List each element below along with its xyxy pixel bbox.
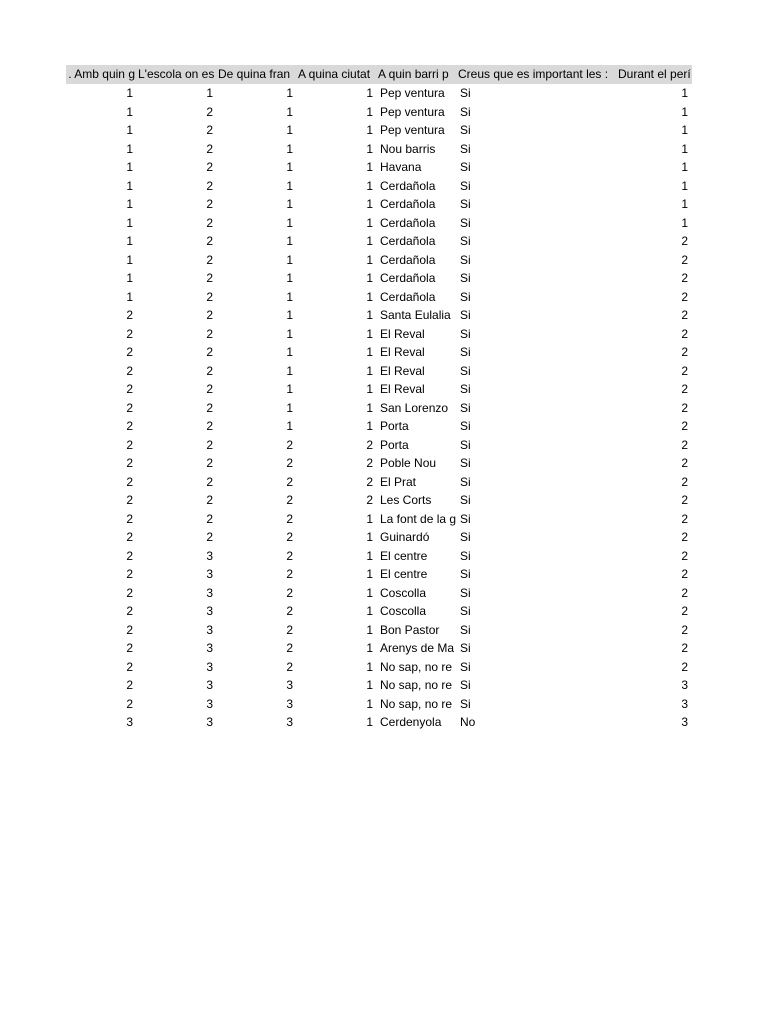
table-cell[interactable]: 1 [366,715,373,729]
table-cell[interactable]: 2 [206,456,213,470]
table-cell[interactable]: Si [460,197,471,211]
table-cell[interactable]: 1 [286,160,293,174]
table-row [66,510,692,529]
table-cell[interactable]: 2 [366,474,373,489]
table-cell[interactable]: 2 [681,252,688,267]
table-row [66,380,692,399]
table-cell[interactable]: 2 [286,641,293,655]
table-cell[interactable]: Si [460,437,471,452]
table-cell[interactable]: 2 [126,567,133,581]
table-cell[interactable]: 1 [366,641,373,655]
table-cell[interactable]: 2 [126,604,133,618]
table-cell[interactable]: Arenys de Ma [380,641,455,655]
table-cell[interactable]: 1 [286,289,293,304]
table-cell[interactable]: Si [460,567,471,581]
table-cell[interactable]: 1 [126,271,133,285]
table-cell[interactable]: 2 [681,493,688,507]
table-cell[interactable]: 1 [366,419,373,433]
table-row [66,251,692,270]
table-row [66,602,692,621]
table-row [66,214,692,233]
table-cell[interactable]: 2 [206,289,213,304]
table-cell[interactable]: 2 [286,548,293,563]
table-cell[interactable]: 2 [681,234,688,248]
table-row [66,158,692,177]
table-cell[interactable]: 2 [681,326,688,341]
table-cell[interactable]: Coscolla [380,585,427,600]
table-cell[interactable]: 1 [366,160,373,174]
table-cell[interactable]: 2 [206,178,213,193]
table-cell[interactable]: 1 [681,215,688,230]
table-cell[interactable]: Si [460,548,471,563]
table-cell[interactable]: Si [460,308,471,322]
column-header-6[interactable]: Creus que es important les : [458,67,609,81]
table-cell[interactable]: 2 [286,456,293,470]
table-row [66,528,692,547]
table-cell[interactable]: 3 [206,715,213,729]
table-row [66,103,692,122]
table-cell[interactable]: 2 [206,400,213,415]
table-cell[interactable]: 2 [206,308,213,322]
table-cell[interactable]: 2 [206,197,213,211]
table-cell[interactable]: El centre [380,548,428,563]
table-cell[interactable]: 2 [126,622,133,637]
table-cell[interactable]: 1 [366,104,373,119]
table-cell[interactable]: 1 [681,123,688,137]
table-cell[interactable]: 1 [366,215,373,230]
table-cell[interactable]: 2 [126,493,133,507]
table-row [66,491,692,510]
table-row [66,288,692,307]
table-cell[interactable]: 1 [366,289,373,304]
table-cell[interactable]: Coscolla [380,604,427,618]
table-cell[interactable]: 1 [681,160,688,174]
table-cell[interactable]: 2 [126,678,133,692]
column-header-3[interactable]: De quina fran [218,67,291,81]
table-cell[interactable]: 1 [366,548,373,563]
table-row [66,269,692,288]
table-cell[interactable]: 2 [126,641,133,655]
table-cell[interactable]: 1 [286,382,293,396]
table-cell[interactable]: 1 [366,678,373,692]
table-cell[interactable]: 2 [681,585,688,600]
table-cell[interactable]: 1 [366,252,373,267]
table-cell[interactable]: 2 [126,511,133,526]
table-cell[interactable]: 2 [126,326,133,341]
table-cell[interactable]: 1 [366,326,373,341]
table-cell[interactable]: Porta [380,437,409,452]
table-cell[interactable]: 1 [286,178,293,193]
table-cell[interactable]: 3 [206,604,213,618]
table-cell[interactable]: 1 [366,530,373,544]
table-cell[interactable]: Si [460,271,471,285]
table-cell[interactable]: 2 [681,474,688,489]
table-cell[interactable]: 1 [366,604,373,618]
table-cell[interactable]: Porta [380,419,409,433]
table-cell[interactable]: San Lorenzo [380,400,449,415]
table-cell[interactable]: 2 [366,493,373,507]
table-cell[interactable]: 2 [286,567,293,581]
table-cell[interactable]: 1 [366,585,373,600]
table-cell[interactable]: 1 [126,197,133,211]
header-row [66,65,692,84]
table-cell[interactable]: Si [460,382,471,396]
table-cell[interactable]: 1 [366,696,373,711]
table-cell[interactable]: 2 [126,659,133,674]
table-cell[interactable]: 1 [366,178,373,193]
table-row [66,417,692,436]
column-header-4[interactable]: A quina ciutat [298,67,371,81]
table-cell[interactable]: 1 [126,86,133,100]
table-cell[interactable]: 2 [681,289,688,304]
table-cell[interactable]: Cerdañola [380,178,436,193]
table-cell[interactable]: 1 [286,252,293,267]
table-cell[interactable]: 3 [206,678,213,692]
table-cell[interactable]: 2 [206,326,213,341]
table-cell[interactable]: 2 [206,271,213,285]
table-cell[interactable]: 2 [681,419,688,433]
table-cell[interactable]: 2 [286,604,293,618]
table-cell[interactable]: 2 [681,604,688,618]
table-row [66,325,692,344]
table-cell[interactable]: Poble Nou [380,456,437,470]
table-cell[interactable]: 2 [286,437,293,452]
table-cell[interactable]: 2 [206,474,213,489]
table-cell[interactable]: Si [460,696,471,711]
table-cell[interactable]: Si [460,141,471,156]
table-cell[interactable]: 2 [206,104,213,119]
table-cell[interactable]: Cerdañola [380,197,436,211]
table-cell[interactable]: 2 [286,659,293,674]
table-cell[interactable]: Si [460,326,471,341]
table-cell[interactable]: 1 [286,215,293,230]
table-row [66,399,692,418]
table-cell[interactable]: 1 [286,345,293,359]
table-cell[interactable]: Si [460,160,471,174]
table-cell[interactable]: Cerdañola [380,271,436,285]
table-cell[interactable]: Si [460,123,471,137]
table-cell[interactable]: 2 [206,419,213,433]
table-cell[interactable]: 1 [286,104,293,119]
table-row [66,121,692,140]
table-cell[interactable]: 1 [286,308,293,322]
table-cell[interactable]: El Reval [380,363,425,378]
table-cell[interactable]: 2 [206,123,213,137]
table-cell[interactable]: 1 [366,123,373,137]
table-cell[interactable]: 1 [366,308,373,322]
table-cell[interactable]: 2 [206,234,213,248]
table-cell[interactable]: 1 [286,123,293,137]
table-cell[interactable]: 2 [126,456,133,470]
table-cell[interactable]: 2 [286,622,293,637]
table-cell[interactable]: Cerdañola [380,215,436,230]
table-cell[interactable]: Si [460,252,471,267]
table-cell[interactable]: 2 [681,456,688,470]
table-cell[interactable]: El Reval [380,326,425,341]
table-row [66,621,692,640]
table-cell[interactable]: Cerdañola [380,252,436,267]
table-cell[interactable]: Si [460,641,471,655]
column-header-5[interactable]: A quin barri p [378,67,449,81]
table-cell[interactable]: Si [460,456,471,470]
table-cell[interactable]: 2 [126,382,133,396]
table-cell[interactable]: 2 [126,400,133,415]
table-cell[interactable]: 1 [286,400,293,415]
table-cell[interactable]: Si [460,493,471,507]
table-cell[interactable]: 2 [126,363,133,378]
table-cell[interactable]: 1 [681,197,688,211]
table-cell[interactable]: 2 [206,363,213,378]
table-cell[interactable]: El centre [380,567,428,581]
table-cell[interactable]: 2 [286,585,293,600]
table-cell[interactable]: 1 [681,178,688,193]
table-cell[interactable]: 1 [366,345,373,359]
table-cell[interactable]: 2 [126,585,133,600]
table-cell[interactable]: Cerdenyola [380,715,442,729]
table-row [66,84,692,103]
table-row [66,177,692,196]
table-cell[interactable]: Si [460,86,471,100]
table-cell[interactable]: Nou barris [380,141,436,156]
table-cell[interactable]: Si [460,622,471,637]
table-cell[interactable]: Si [460,419,471,433]
table-cell[interactable]: 2 [681,548,688,563]
table-cell[interactable]: 1 [286,234,293,248]
table-row [66,547,692,566]
table-row [66,343,692,362]
table-cell[interactable]: Cerdañola [380,234,436,248]
table-cell[interactable]: Si [460,604,471,618]
table-cell[interactable]: No sap, no re [380,696,453,711]
table-cell[interactable]: 1 [366,271,373,285]
table-cell[interactable]: 2 [126,419,133,433]
table-cell[interactable]: Si [460,345,471,359]
table-cell[interactable]: 1 [126,123,133,137]
table-cell[interactable]: 3 [681,696,688,711]
table-cell[interactable]: No sap, no re [380,659,453,674]
table-cell[interactable]: 1 [206,86,213,100]
table-cell[interactable]: 2 [681,530,688,544]
table-cell[interactable]: 1 [681,86,688,100]
column-header-1[interactable]: . Amb quin g [68,67,135,81]
table-cell[interactable]: 2 [286,493,293,507]
table-row [66,676,692,695]
table-cell[interactable]: Si [460,678,471,692]
table-cell[interactable]: 2 [126,548,133,563]
table-cell[interactable]: 2 [206,160,213,174]
table-cell[interactable]: 1 [366,567,373,581]
table-cell[interactable]: Bon Pastor [380,622,440,637]
table-cell[interactable]: 1 [366,234,373,248]
table-cell[interactable]: 2 [681,437,688,452]
table-cell[interactable]: 3 [286,715,293,729]
table-row [66,639,692,658]
table-cell[interactable]: 1 [366,197,373,211]
table-cell[interactable]: 1 [286,86,293,100]
table-cell[interactable]: Si [460,178,471,193]
table-cell[interactable]: 1 [366,400,373,415]
table-cell[interactable]: 2 [206,382,213,396]
table-cell[interactable]: 1 [366,141,373,156]
table-cell[interactable]: Guinardó [380,530,430,544]
table-row [66,695,692,714]
table-cell[interactable]: 1 [366,659,373,674]
table-cell[interactable]: Si [460,474,471,489]
table-cell[interactable]: 2 [206,511,213,526]
table-cell[interactable]: No sap, no re [380,678,453,692]
table-cell[interactable]: 2 [286,474,293,489]
table-row [66,584,692,603]
table-row [66,362,692,381]
table-cell[interactable]: 3 [206,641,213,655]
table-row [66,565,692,584]
table-cell[interactable]: Si [460,234,471,248]
table-cell[interactable]: 3 [206,567,213,581]
table-cell[interactable]: La font de la g [380,511,457,526]
table-cell[interactable]: 3 [206,622,213,637]
table-body [66,84,692,732]
table-cell[interactable]: 1 [286,419,293,433]
table-cell[interactable]: 3 [681,715,688,729]
table-cell[interactable]: Si [460,659,471,674]
table-cell[interactable]: 3 [206,696,213,711]
table-row [66,454,692,473]
table-cell[interactable]: 2 [366,456,373,470]
table-row [66,140,692,159]
table-row [66,436,692,455]
table-cell[interactable]: 2 [681,511,688,526]
table-cell[interactable]: Les Corts [380,493,432,507]
table-cell[interactable]: 1 [286,141,293,156]
table-cell[interactable]: 2 [126,696,133,711]
table-cell[interactable]: 2 [366,437,373,452]
table-cell[interactable]: 2 [206,215,213,230]
table-cell[interactable]: El Reval [380,382,425,396]
table-cell[interactable]: 2 [126,308,133,322]
spreadsheet [66,65,692,732]
table-cell[interactable]: 3 [206,585,213,600]
table-cell[interactable]: 2 [206,345,213,359]
table-cell[interactable]: 2 [286,530,293,544]
table-row [66,713,692,732]
table-cell[interactable]: 1 [126,252,133,267]
table-cell[interactable]: 1 [286,326,293,341]
table-cell[interactable]: 1 [126,234,133,248]
table-cell[interactable]: 2 [681,382,688,396]
table-row [66,306,692,325]
table-cell[interactable]: 2 [681,641,688,655]
table-cell[interactable]: Si [460,530,471,544]
table-cell[interactable]: 2 [681,363,688,378]
table-cell[interactable]: Si [460,289,471,304]
table-cell[interactable]: 2 [126,345,133,359]
table-cell[interactable]: 2 [681,308,688,322]
table-cell[interactable]: 2 [681,659,688,674]
table-cell[interactable]: 1 [126,104,133,119]
table-cell[interactable]: Si [460,363,471,378]
table-cell[interactable]: 1 [366,86,373,100]
table-cell[interactable]: 2 [206,493,213,507]
table-cell[interactable]: 2 [126,474,133,489]
table-cell[interactable]: 1 [126,178,133,193]
table-cell[interactable]: 3 [286,678,293,692]
table-cell[interactable]: 3 [206,548,213,563]
table-cell[interactable]: Cerdañola [380,289,436,304]
table-cell[interactable]: 3 [681,678,688,692]
table-cell[interactable]: Si [460,400,471,415]
table-cell[interactable]: 2 [206,530,213,544]
table-cell[interactable]: Si [460,215,471,230]
table-cell[interactable]: 2 [206,437,213,452]
table-row [66,232,692,251]
table-cell[interactable]: Si [460,104,471,119]
table-cell[interactable]: Santa Eulalia [380,308,451,322]
column-header-2[interactable]: L'escola on es [138,67,215,81]
table-cell[interactable]: 2 [206,252,213,267]
table-row [66,473,692,492]
table-cell[interactable]: 2 [681,567,688,581]
table-cell[interactable]: 1 [681,104,688,119]
table-cell[interactable]: 1 [126,289,133,304]
table-cell[interactable]: Pep ventura [380,123,445,137]
table-cell[interactable]: 1 [366,622,373,637]
table-cell[interactable]: Si [460,585,471,600]
table-cell[interactable]: 2 [681,622,688,637]
table-row [66,195,692,214]
table-cell[interactable]: 1 [366,382,373,396]
table-cell[interactable]: 1 [286,197,293,211]
table-cell[interactable]: 3 [206,659,213,674]
table-cell[interactable]: 1 [366,511,373,526]
table-cell[interactable]: 3 [286,696,293,711]
table-row [66,658,692,677]
table-cell[interactable]: Havana [380,160,422,174]
table-cell[interactable]: 1 [126,215,133,230]
table-cell[interactable]: 1 [286,271,293,285]
table-cell[interactable]: 2 [126,437,133,452]
table-cell[interactable]: 2 [286,511,293,526]
table-cell[interactable]: 2 [681,400,688,415]
table-cell[interactable]: El Prat [380,474,417,489]
table-cell[interactable]: Pep ventura [380,104,445,119]
table-cell[interactable]: 1 [126,141,133,156]
table-cell[interactable]: Pep ventura [380,86,445,100]
table-cell[interactable]: 2 [681,271,688,285]
table-cell[interactable]: 2 [126,530,133,544]
table-cell[interactable]: No [460,715,476,729]
table-cell[interactable]: 1 [126,160,133,174]
table-cell[interactable]: 1 [366,363,373,378]
table-cell[interactable]: El Reval [380,345,425,359]
column-header-7[interactable]: Durant el perí [618,67,691,81]
table-cell[interactable]: 1 [681,141,688,156]
table-cell[interactable]: 1 [286,363,293,378]
table-cell[interactable]: 2 [681,345,688,359]
table-cell[interactable]: 3 [126,715,133,729]
table-cell[interactable]: Si [460,511,471,526]
table-cell[interactable]: 2 [206,141,213,156]
